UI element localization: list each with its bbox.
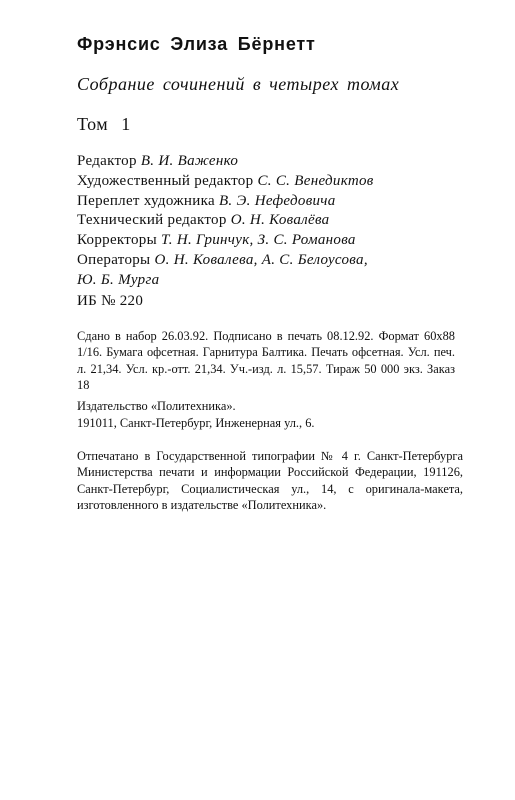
credit-names: Т. Н. Гринчук, З. С. Романова: [161, 232, 356, 249]
credit-role: Технический редактор: [77, 212, 227, 229]
imprint-details: Сдано в набор 26.03.92. Подписано в печать 08.12.92. Формат 60x88 1/16. Бумага офсетная. Гарнитура Балтика. Печать офсетная. Усл. печ. л. 21,34. Усл. кр.-отт. 21,34. Уч.-изд. л. 15,57. Тираж 50 000 экз. Заказ 18: [77, 329, 455, 393]
publisher-name: Издательство «Политехника».: [77, 399, 236, 413]
credits-block: [77, 152, 477, 291]
volume-number: Том 1: [77, 114, 131, 134]
credit-names: О. Н. Ковалева, А. С. Белоусова,: [154, 251, 368, 268]
credit-line-proofreaders: [77, 231, 477, 251]
credit-line-editor: [77, 152, 477, 172]
series-title: Собрание сочинений в четырех томах: [77, 74, 400, 94]
credit-names: С. С. Венедиктов: [257, 172, 374, 189]
colophon-page: [77, 0, 477, 800]
credit-names: Ю. Б. Мурга: [77, 271, 160, 288]
publisher-block: [77, 398, 457, 432]
publisher-address: 191011, Санкт-Петербург, Инженерная ул., 6.: [77, 416, 315, 430]
ib-number: ИБ № 220: [77, 293, 144, 309]
credit-role: Корректоры: [77, 232, 157, 249]
printing-house-info: Отпечатано в Государственной типографии № 4 г. Санкт-Петербурга Министерства печати и информации Российской Федерации, 191126, Санкт-Петербург, Социалистическая ул., 14, с оригинала-макета, изготовленного в издательстве «Политехника».: [77, 449, 463, 513]
credit-line-art-editor: [77, 172, 477, 192]
credit-role: Художественный редактор: [77, 172, 254, 189]
credit-line-tech-editor: [77, 211, 477, 231]
credit-names: О. Н. Ковалёва: [230, 212, 330, 229]
credit-names: В. И. Важенко: [140, 153, 239, 169]
credit-role: Редактор: [77, 153, 137, 169]
credit-line-operators-cont: [77, 271, 477, 291]
credit-line-binding: [77, 192, 477, 212]
credit-role: Переплет художника: [77, 192, 215, 209]
credit-line-operators: [77, 251, 477, 271]
credit-role: Операторы: [77, 251, 151, 268]
author-name: Фрэнсис Элиза Бёрнетт: [77, 34, 316, 54]
credit-names: В. Э. Нефедовича: [218, 192, 336, 209]
